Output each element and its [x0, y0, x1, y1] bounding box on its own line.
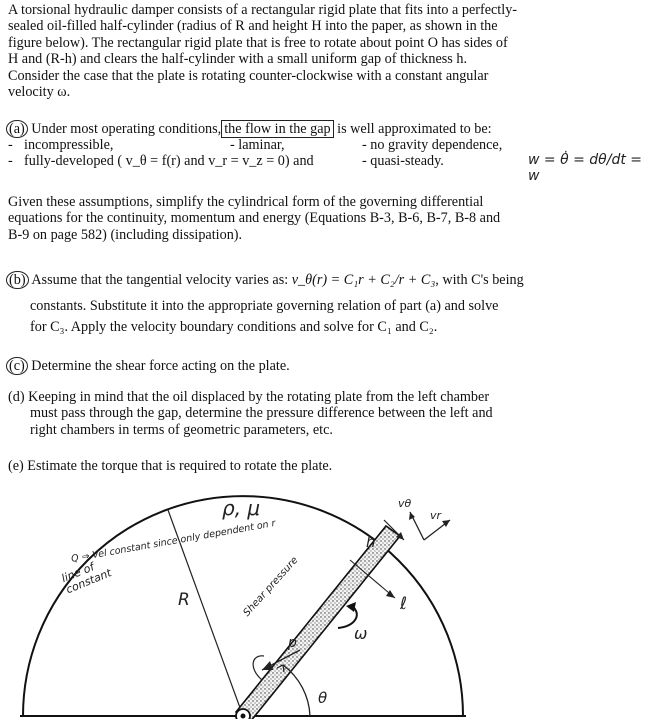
intro-line: A torsional hydraulic damper consists of a rectangular rigid plate that fits into a perfectly-	[8, 2, 518, 18]
part-e-label: (e)	[8, 458, 24, 474]
angle-label: θ	[318, 689, 328, 707]
intro-line: velocity ω.	[8, 84, 71, 101]
part-d-line: right chambers in terms of geometric parameters, etc.	[30, 421, 333, 438]
bullet-laminar: - laminar,	[230, 137, 285, 154]
pressure-label: p	[288, 635, 297, 651]
intro-line: H and (R-h) and clears the half-cylinder with a small uniform gap of thickness h.	[8, 51, 467, 68]
handwritten-omega-note: w = θ̇ = dθ/dt = w	[528, 152, 643, 185]
part-a-label: (a)	[6, 120, 28, 138]
length-label: ℓ	[400, 594, 408, 614]
tangential-velocity-label: vθ	[398, 497, 412, 510]
shear-pressure-note: Shear pressure	[241, 554, 301, 619]
part-a-text-before: Under most operating conditions,	[31, 121, 222, 137]
part-e-text: Estimate the torque that is required to rotate the plate.	[27, 458, 333, 474]
velocity-note: Q ⇒ Vel constant since only dependent on r	[70, 517, 277, 565]
given-line: equations for the continuity, momentum and energy (Equations B-3, B-6, B-7, B-8 and	[8, 210, 501, 227]
bullet-incompressible: incompressible,	[24, 137, 114, 154]
bullet-fully-developed: fully-developed ( v_θ = f(r) and v_r = v_z = 0) and	[24, 153, 314, 170]
bullet-quasi-steady: - quasi-steady.	[362, 153, 444, 170]
part-a-text-after: is well approximated to be:	[337, 121, 492, 137]
line-of-constant-note: line of constant	[59, 560, 114, 597]
part-b-line: constants. Substitute it into the appropriate governing relation of part (a) and solve	[30, 298, 499, 315]
part-d-line: Keeping in mind that the oil displaced by the rotating plate from the left chamber	[28, 389, 490, 405]
part-b-line: for C₃. Apply the velocity boundary conditions and solve for C₁ and C₂.	[30, 318, 438, 335]
part-d-line: must pass through the gap, determine the pressure difference between the left and	[30, 405, 493, 422]
velocity-equation: v_θ(r) = C₁r + C₂/r + C₃	[291, 272, 436, 288]
given-line: B-9 on page 582) (including dissipation).	[8, 226, 243, 243]
part-c-text: Determine the shear force acting on the plate.	[31, 358, 290, 374]
radius-label: R	[178, 590, 190, 610]
part-b-text: Assume that the tangential velocity varies as:	[31, 272, 289, 288]
bullet-no-gravity: - no gravity dependence,	[362, 137, 503, 154]
intro-line: sealed oil-filled half-cylinder (radius of R and height H into the paper, as shown in the	[8, 18, 498, 35]
part-b-tail: , with C's being	[435, 272, 524, 288]
part-b-label: (b)	[6, 271, 29, 289]
intro-line: Consider the case that the plate is rotating counter-clockwise with a constant angular	[8, 67, 489, 84]
part-a: (a) Under most operating conditions, the flow in the gap is well approximated to be: - incompressible, - laminar, - no gravity dependence, - fully-developed ( v_θ = f(r) and v_r = v_z = 0) and - quasi-steady.	[8, 121, 503, 170]
part-c-label: (c)	[6, 357, 28, 375]
part-a-boxed-text: the flow in the gap	[221, 120, 333, 138]
given-line: Given these assumptions, simplify the cylindrical form of the governing differential	[8, 194, 484, 210]
angular-velocity-label: ω	[354, 624, 368, 643]
gap-label: h	[366, 533, 376, 551]
fluid-properties-label: ρ, μ	[222, 496, 261, 520]
part-d-label: (d)	[8, 389, 25, 405]
radial-velocity-label: vr	[430, 509, 442, 522]
intro-line: figure below). The rectangular rigid plate that is free to rotate about point O has sides of	[8, 34, 508, 51]
